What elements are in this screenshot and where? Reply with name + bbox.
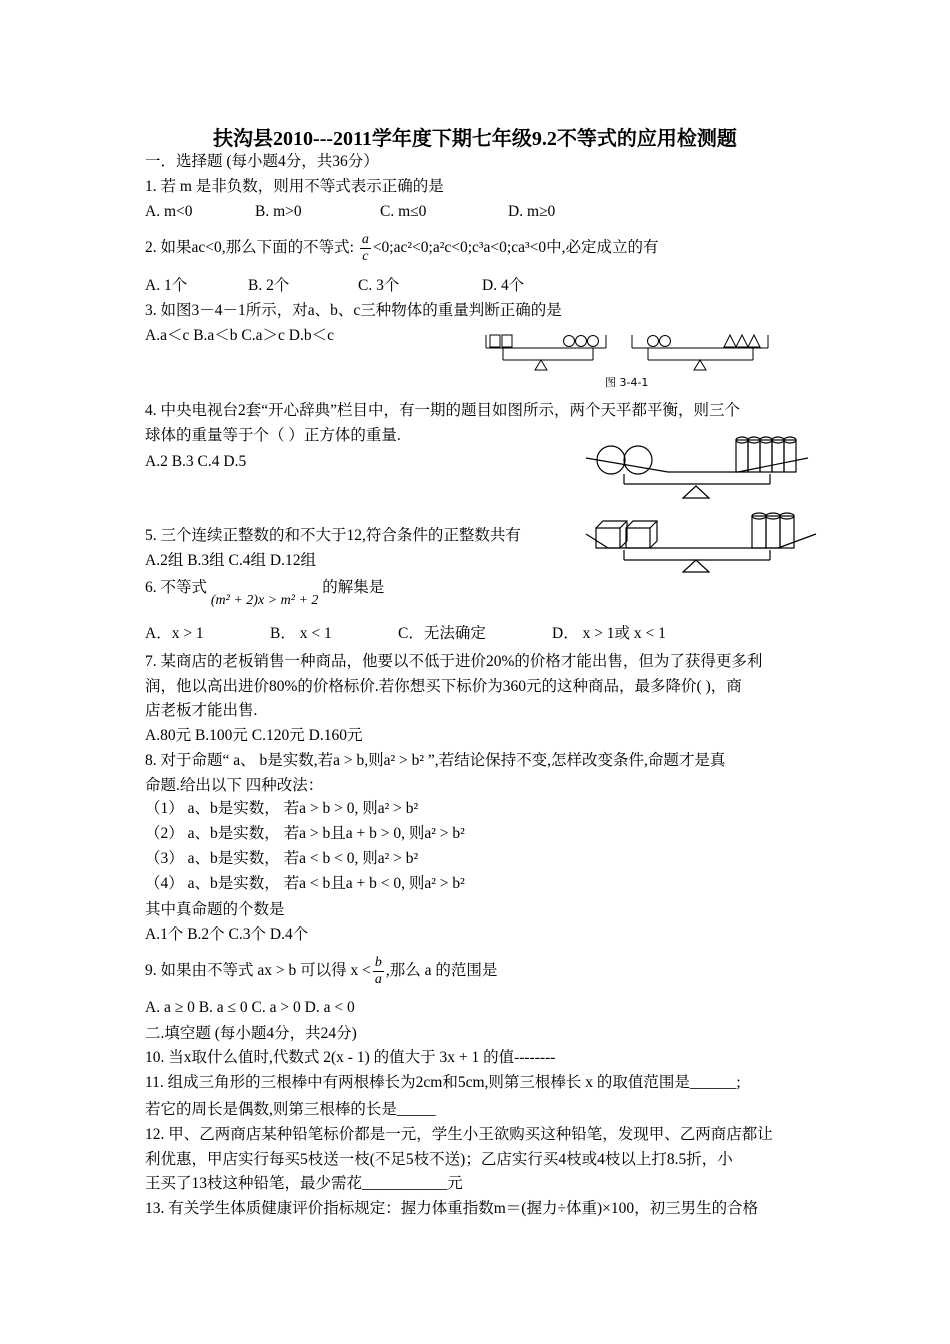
q11-line2: 若它的周长是偶数,则第三根棒的长是_____ (145, 1101, 436, 1118)
q6-stem-pre: 6. 不等式 (145, 579, 208, 596)
q2-frac-den: c (362, 249, 369, 264)
q8-change-4: （4） a、b是实数， 若a < b且a + b < 0, 则a² > b² (145, 875, 465, 892)
q8-line3: 其中真命题的个数是 (145, 901, 285, 918)
q9-fraction (373, 955, 384, 988)
q7-options: A.80元 B.100元 C.120元 D.160元 (145, 727, 363, 744)
q6-option-c: C．无法确定 (398, 625, 486, 642)
q2-stem-pre: 2. 如果ac<0,那么下面的不等式: (145, 239, 358, 257)
q8-change-2: （2） a、b是实数， 若a > b且a + b > 0, 则a² > b² (145, 825, 465, 842)
q2-option-d: D. 4个 (482, 277, 525, 294)
q8-line2: 命题.给出以下 四种改法： (145, 777, 324, 794)
q12-line2: 利优惠，甲店实行每买5枝送一枝(不足5枝不送)；乙店实行买4枝或4枝以上打8.5折，小 (145, 1151, 733, 1168)
q4-stem-line2: 球体的重量等于个（ ）正方体的重量. (145, 427, 401, 444)
q1-option-a: A. m<0 (145, 203, 193, 220)
q4-balance-figure (578, 430, 823, 580)
q2-option-c: C. 3个 (358, 277, 400, 294)
q7-line3: 店老板才能出售. (145, 702, 258, 719)
q6-option-d: D． x > 1或 x < 1 (552, 625, 666, 642)
q4-options: A.2 B.3 C.4 D.5 (145, 453, 247, 470)
q6-option-a: A．x > 1 (145, 625, 204, 642)
q2-frac-num: a (361, 232, 369, 247)
q6-stem (145, 578, 385, 608)
q2-stem-post: <0;ac²<0;a²c<0;c³a<0;ca³<0中,必定成立的有 (372, 239, 659, 257)
q1-option-c: C. m≤0 (380, 203, 427, 220)
q2-option-a: A. 1个 (145, 277, 188, 294)
q7-line1: 7. 某商店的老板销售一种商品，他要以不低于进价20%的价格才能出售，但为了获得更多利 (145, 653, 763, 670)
q9-stem-post: ,那么 a 的范围是 (385, 962, 498, 980)
q5-options: A.2组 B.3组 C.4组 D.12组 (145, 552, 316, 569)
q8-options: A.1个 B.2个 C.3个 D.4个 (145, 926, 309, 943)
q9-options: A. a ≥ 0 B. a ≤ 0 C. a > 0 D. a < 0 (145, 999, 355, 1016)
q12-line3: 王买了13枝这种铅笔，最少需花___________元 (145, 1175, 463, 1192)
page-title: 扶沟县2010---2011学年度下期七年级9.2不等式的应用检测题 (213, 128, 737, 150)
q3-options: A.a＜c B.a＜b C.a＞c D.b＜c (145, 327, 334, 344)
q9-frac-den: a (374, 972, 382, 987)
q8-line1: 8. 对于命题“ a、 b是实数,若a > b,则a² > b² ”,若结论保持不变,怎样改变条件,命题才是真 (145, 752, 726, 769)
q9-stem (145, 955, 497, 988)
section-2-heading: 二.填空题 (每小题4分，共24分) (145, 1025, 357, 1042)
q9-stem-pre: 9. 如果由不等式 ax > b 可以得 x < (145, 962, 371, 980)
q7-line2: 润，他以高出进价80%的价格标价.若你想买下标价为360元的这种商品，最多降价( )，商 (145, 678, 742, 695)
q1-stem: 1. 若 m 是非负数，则用不等式表示正确的是 (145, 178, 444, 195)
q3-balance-figure (478, 330, 778, 374)
q5-stem: 5. 三个连续正整数的和不大于12,符合条件的正整数共有 (145, 527, 521, 544)
q11-line1: 11. 组成三角形的三根棒中有两根棒长为2cm和5cm,则第三根棒长 x 的取值范围是______; (145, 1074, 741, 1091)
q3-figure-caption: 图 3-4-1 (605, 376, 649, 389)
section-1-heading: 一．选择题 (每小题4分，共36分） (145, 153, 379, 170)
q10-stem: 10. 当x取什么值时,代数式 2(x - 1) 的值大于 3x + 1 的值-------- (145, 1049, 556, 1066)
q6-option-b: B． x < 1 (270, 625, 332, 642)
q2-option-b: B. 2个 (248, 277, 290, 294)
q9-frac-num: b (374, 955, 382, 970)
q2-stem (145, 232, 659, 265)
q4-stem-line1: 4. 中央电视台2套“开心辞典”栏目中，有一期的题目如图所示，两个天平都平衡，则三个 (145, 402, 741, 419)
q8-change-3: （3） a、b是实数， 若a < b < 0, 则a² > b² (145, 850, 419, 867)
q8-change-1: （1） a、b是实数， 若a > b > 0, 则a² > b² (145, 800, 419, 817)
q6-stem-post: 的解集是 (322, 579, 385, 596)
q1-option-d: D. m≥0 (508, 203, 556, 220)
q2-fraction (360, 232, 371, 265)
q3-stem: 3. 如图3－4－1所示，对a、b、c三种物体的重量判断正确的是 (145, 302, 562, 319)
q1-option-b: B. m>0 (255, 203, 302, 220)
q13-line1: 13. 有关学生体质健康评价指标规定：握力体重指数m＝(握力÷体重)×100，初三男生的合格 (145, 1200, 759, 1217)
q12-line1: 12. 甲、乙两商店某种铅笔标价都是一元，学生小王欲购买这种铅笔，发现甲、乙两商店都让 (145, 1126, 773, 1143)
q6-expression: (m² + 2)x > m² + 2 (210, 593, 319, 608)
